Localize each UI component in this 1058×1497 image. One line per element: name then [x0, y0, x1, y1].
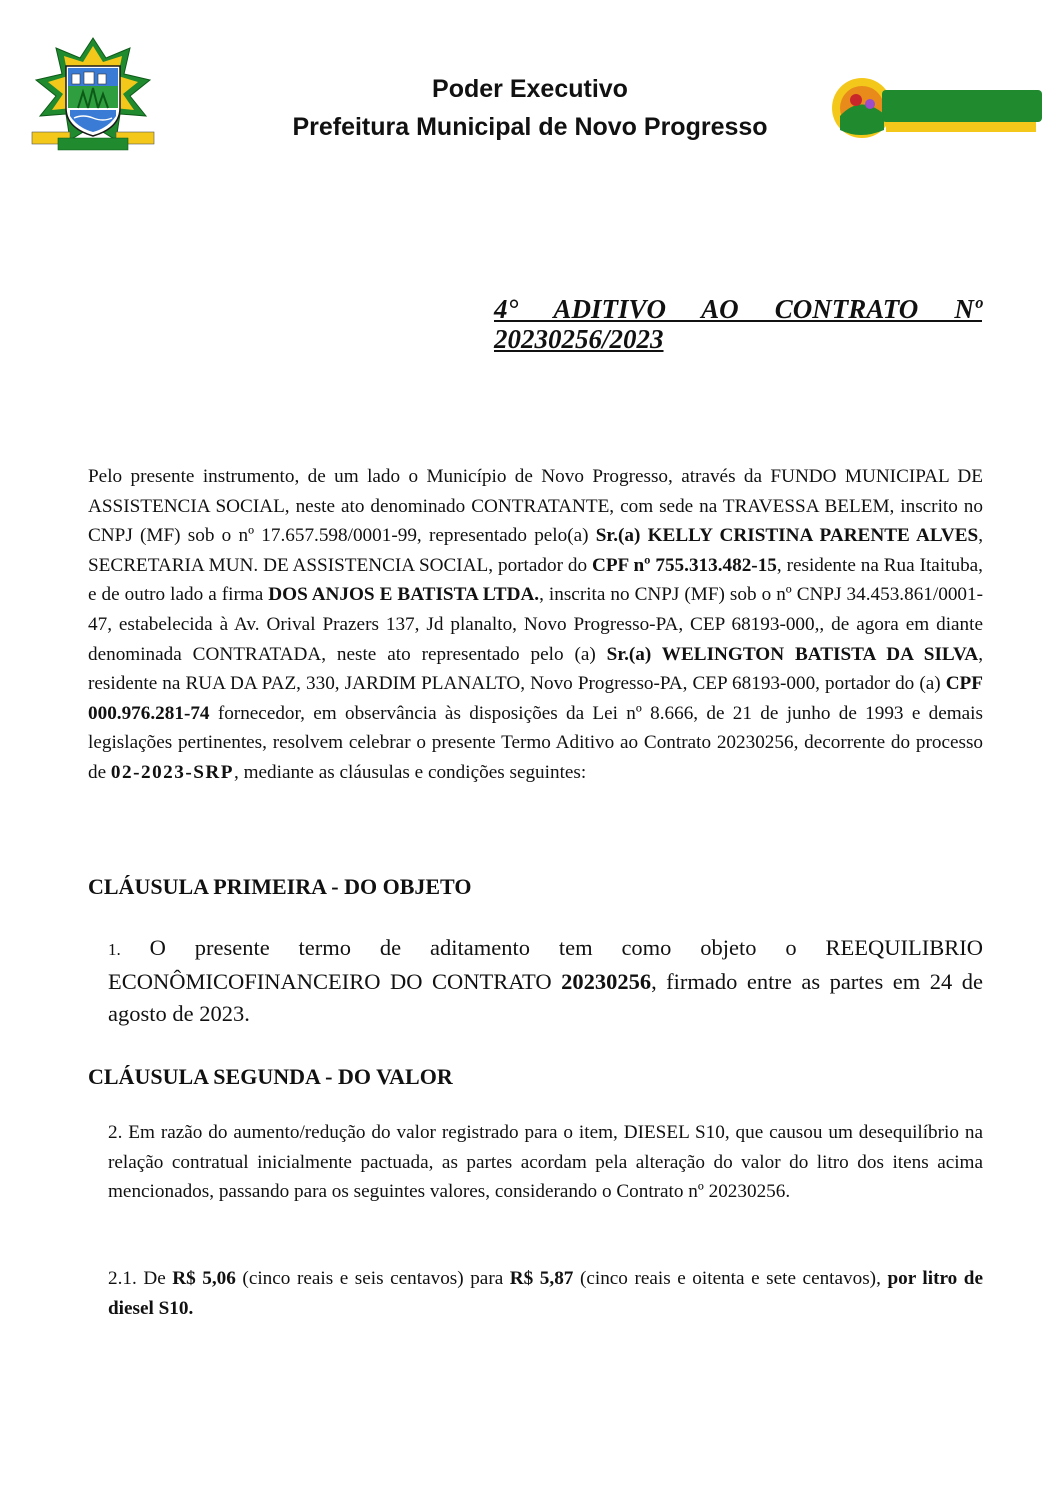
- clause-1-body: , firmado entre as partes em 24 de agosto de 2023.: [108, 969, 983, 1026]
- clause-1-text: [108, 932, 983, 1030]
- intro-text: , residente na RUA DA PAZ, 330, JARDIM PLANALTO, Novo Progresso-PA, CEP 68193-000, portador do (a): [88, 643, 983, 695]
- clause-1-title: CLÁUSULA PRIMEIRA - DO OBJETO: [88, 874, 472, 899]
- contratante-representative: Sr.(a) KELLY CRISTINA PARENTE ALVES: [595, 525, 979, 547]
- price-unit: por litro de diesel S10.: [108, 1268, 983, 1319]
- intro-text: , mediante as cláusulas e condições seguintes:: [234, 761, 587, 783]
- clause-1-number: 1.: [108, 940, 121, 959]
- intro-paragraph: [88, 462, 983, 788]
- contratada-representative: Sr.(a) WELINGTON BATISTA DA SILVA: [606, 643, 979, 665]
- clause-2-paragraph: 2. Em razão do aumento/redução do valor registrado para o item, DIESEL S10, que causou um desequilíbrio na relação contratual inicialmente pactuada, as partes acordam pela alteração do valor do litro dos itens acima mencionados, passando para os seguintes valores, considerando o Contrato nº 20230256.: [108, 1122, 983, 1203]
- clause-2-1-text: (cinco reais e oitenta e sete centavos),: [573, 1268, 888, 1289]
- intro-text: fornecedor, em observância às disposições da Lei nº 8.666, de 21 de junho de 1993 e demais legislações pertinentes, resolvem celebrar o presente Termo Aditivo ao Contrato 20230256, decorrente do processo de: [88, 702, 983, 783]
- clause-2-1-paragraph: [108, 1264, 983, 1323]
- new-price: R$ 5,87: [509, 1268, 574, 1289]
- clause-1-contract-number: 20230256: [561, 969, 652, 994]
- header-titles: [170, 70, 890, 146]
- contract-title-line-1: 4° ADITIVO AO CONTRATO Nº: [494, 294, 982, 324]
- process-number: 02-2023-SRP: [110, 761, 235, 783]
- header-line-1: Poder Executivo: [432, 75, 628, 103]
- intro-text: Pelo presente instrumento, de um lado o Município de Novo Progresso, através da FUNDO MUNICIPAL DE ASSISTENCIA SOCIAL, neste ato denominado CONTRATANTE, com sede na TRAVESSA BELEM, inscrito no CNPJ (MF) sob o nº 17.657.598/0001-99, representado pelo(a): [88, 466, 983, 547]
- contratante-cpf: CPF nº 755.313.482-15: [591, 554, 777, 576]
- intro-text: , SECRETARIA MUN. DE ASSISTENCIA SOCIAL, portador do: [88, 525, 983, 576]
- contratada-company: DOS ANJOS E BATISTA LTDA.: [268, 584, 540, 606]
- contratada-cpf: CPF 000.976.281-74: [88, 673, 983, 724]
- clause-2-title: CLÁUSULA SEGUNDA - DO VALOR: [88, 1064, 453, 1089]
- old-price: R$ 5,06: [172, 1268, 236, 1289]
- page-header: [0, 30, 1058, 160]
- prefeitura-logo: [830, 66, 1045, 146]
- clause-2-1-text: 2.1. De: [108, 1268, 173, 1289]
- contract-title: [494, 294, 982, 354]
- intro-text: , inscrita no CNPJ (MF) sob o nº CNPJ 34.453.861/0001-47, estabelecida à Av. Orival Prazers 137, Jd planalto, Novo Progresso-PA, CEP 68193-000,, de agora em diante denominada CONTRATADA, neste ato representado pelo (a): [88, 584, 983, 665]
- intro-text: , residente na Rua Itaituba, e de outro lado a firma: [88, 554, 983, 606]
- municipal-coat-of-arms: [28, 36, 158, 154]
- header-line-2: Prefeitura Municipal de Novo Progresso: [292, 113, 768, 141]
- clause-2-1-text: (cinco reais e seis centavos) para: [235, 1268, 510, 1289]
- contract-title-line-2: 20230256/2023: [494, 324, 664, 354]
- clause-1-body: O presente termo de aditamento tem como objeto o REEQUILIBRIO ECONÔMICOFINANCEIRO DO CONTRATO: [108, 935, 983, 994]
